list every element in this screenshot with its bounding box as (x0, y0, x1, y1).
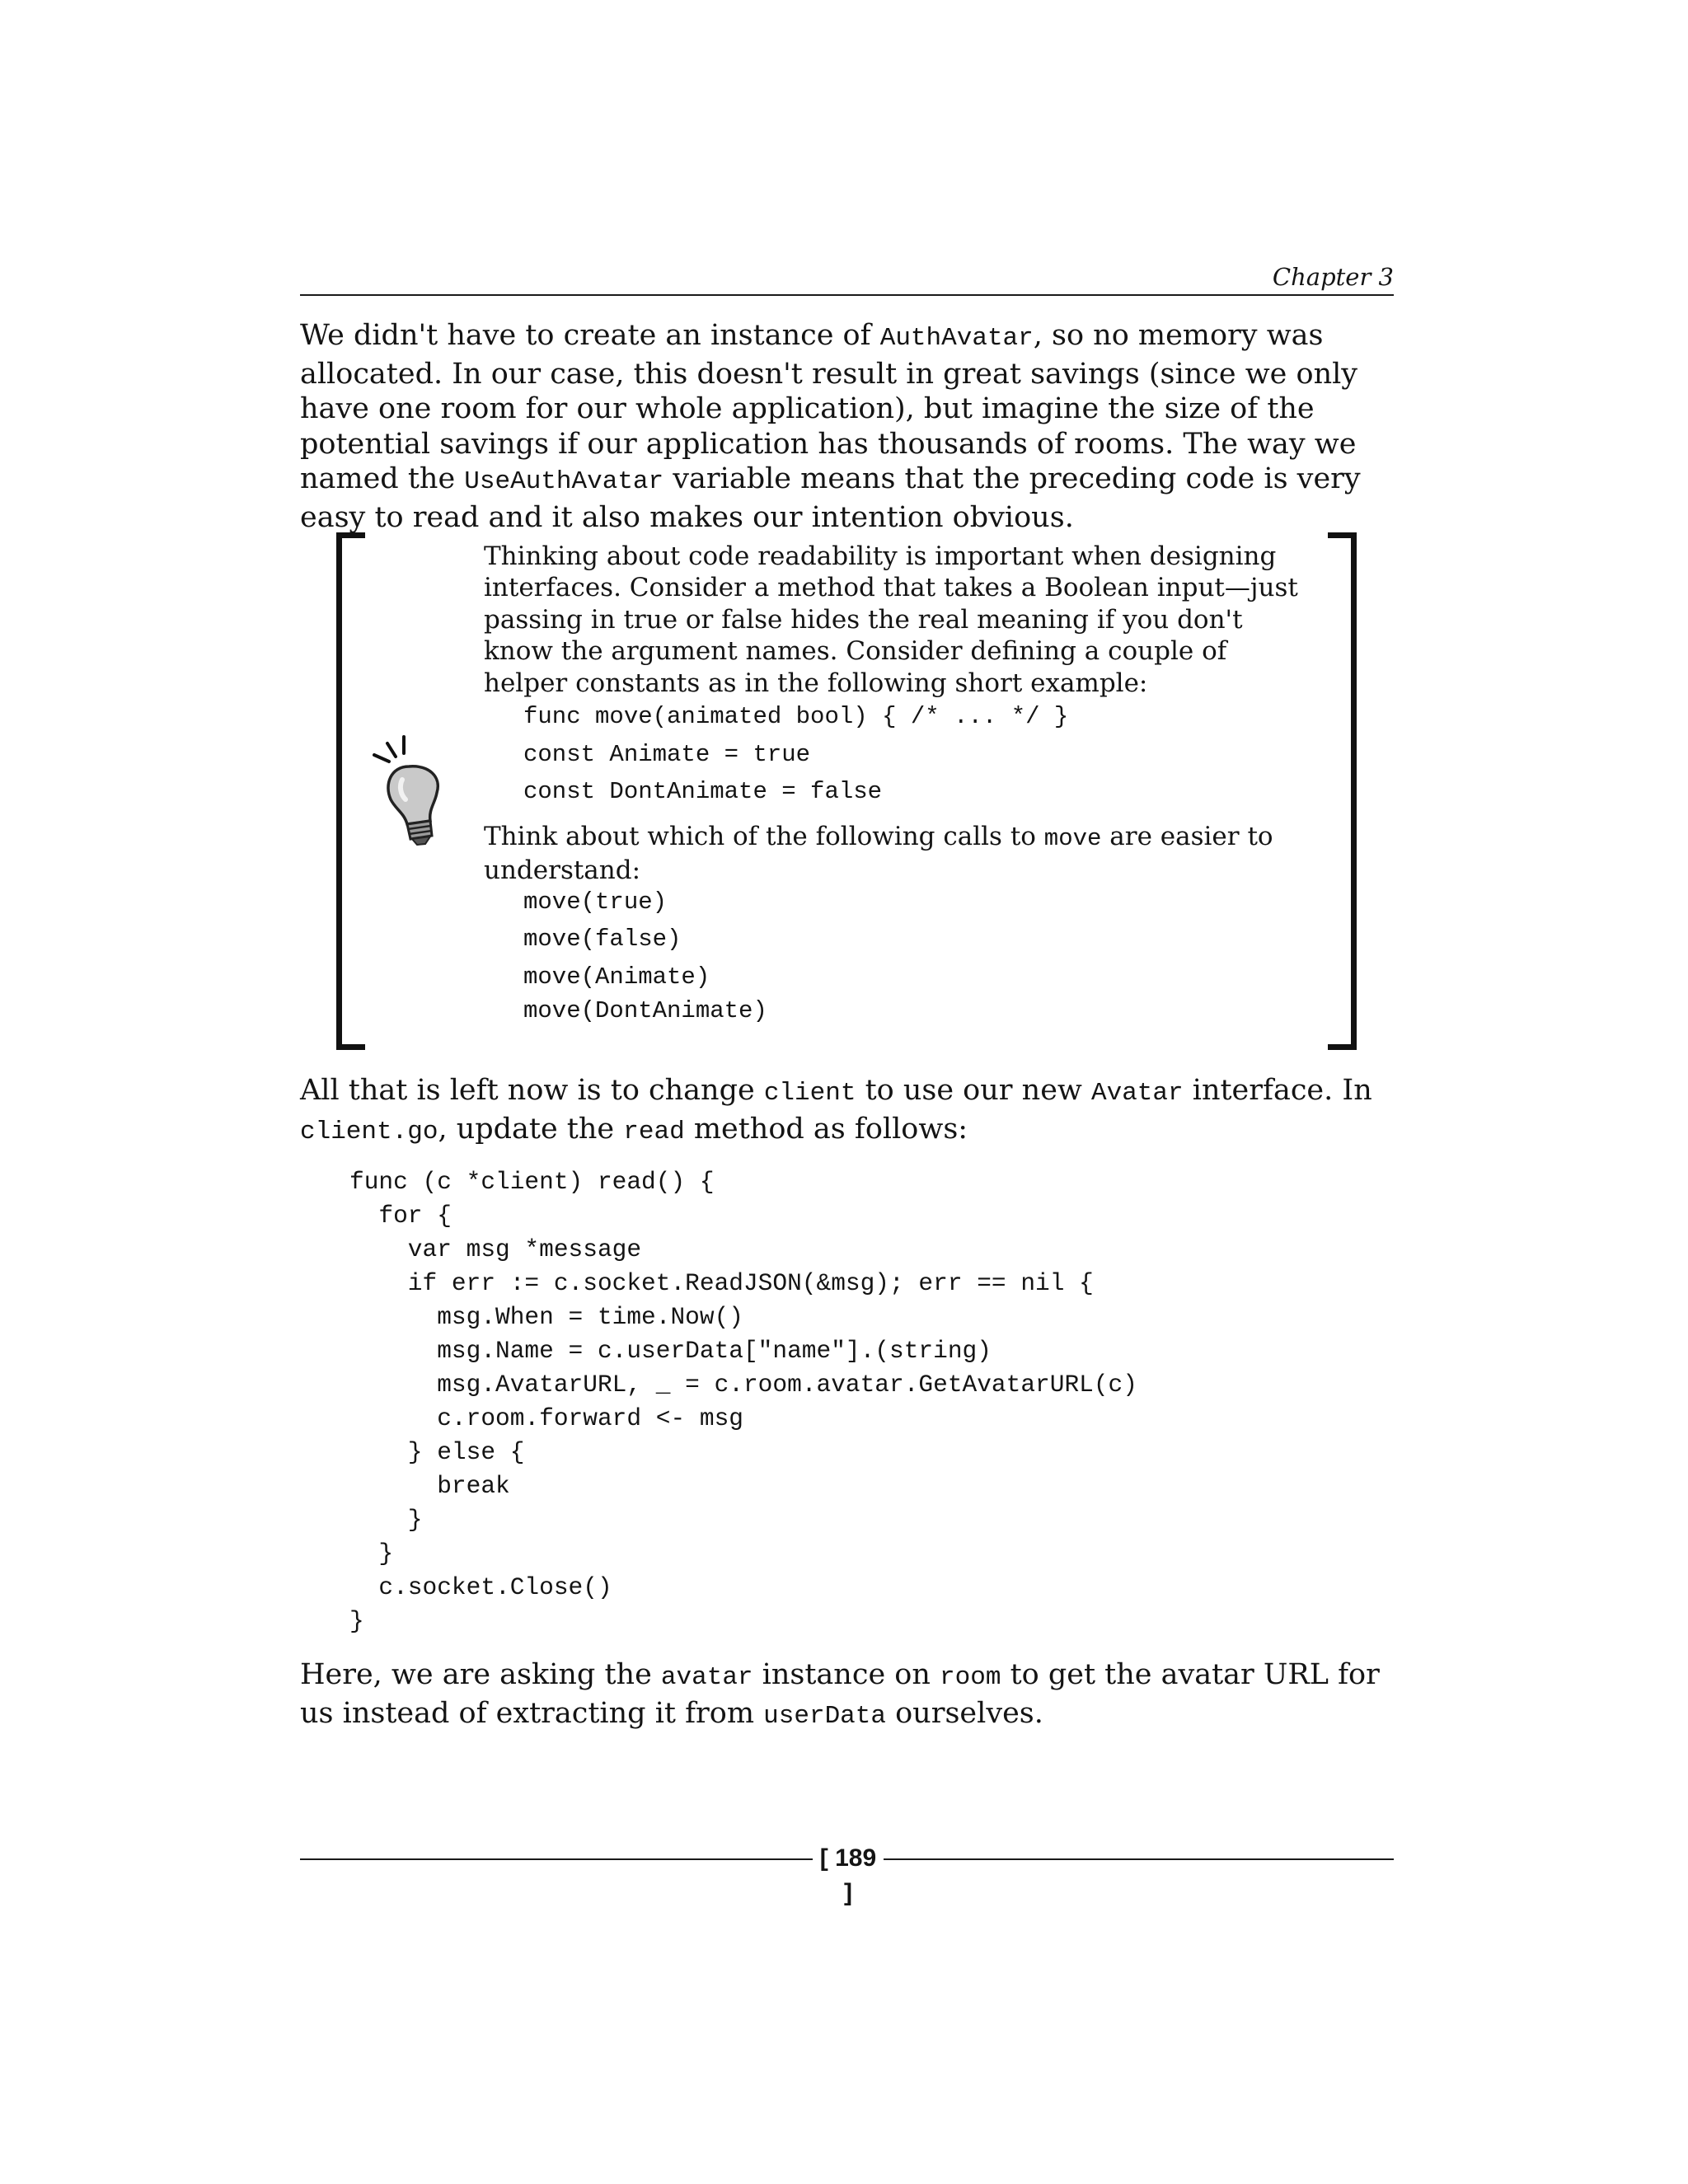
inline-code: userData (763, 1701, 886, 1731)
inline-code: Avatar (1091, 1079, 1184, 1108)
inline-code: client.go (300, 1117, 438, 1146)
text: Here, we are asking the (300, 1658, 661, 1691)
tip-code-line: move(DontAnimate) (523, 997, 767, 1024)
paragraph-auth-avatar (300, 318, 1394, 535)
tip-text: Thinking about code readability is important when designing interfaces. Consider a method that takes a Boolean input—just passing in true or false hides the real meaning if you don't know the argument names. Consider defining a couple of helper constants as in the following short example: (484, 541, 1298, 698)
text: variable means that the preceding code is very easy to read and it also makes our intention obvious. (300, 462, 1361, 534)
paragraph-client-update (300, 1073, 1394, 1150)
tip-code-line: move(false) (523, 926, 682, 953)
inline-code: read (623, 1117, 685, 1146)
footer-rule-left (300, 1858, 813, 1860)
text: , so no memory was allocated. In our case, this doesn't result in great savings (since we only have one room for our whole application), but imagine the size of the potential savings if our application has thousands of rooms. The way we named the (300, 319, 1358, 495)
tip-bracket-right (1328, 532, 1357, 1050)
tip-text (484, 821, 1308, 887)
inline-code: avatar (660, 1663, 753, 1692)
text: to get the avatar URL for us instead of extracting it from (300, 1658, 1380, 1730)
tip-code-line: move(Animate) (523, 963, 710, 991)
tip-bracket-left (336, 532, 365, 1050)
header-rule (300, 294, 1394, 296)
inline-code: client (763, 1079, 856, 1108)
inline-code: move (1043, 825, 1102, 852)
code-listing: func (c *client) read() { for { var msg *message if err := c.socket.ReadJSON(&msg); err == nil { msg.When = time.Now() msg.Name = c.userData["name"].(string) msg.AvatarURL, _ = c.room.avatar.GetAvatarURL(c) c.room.forward <- msg } else { break } } c.socket.Close() } (349, 1168, 1137, 1635)
text: We didn't have to create an instance of (300, 319, 880, 352)
inline-code: room (940, 1663, 1001, 1692)
tip-code-line: func move(animated bool) { /* ... */ } (523, 703, 1069, 730)
text: All that is left now is to change (300, 1074, 764, 1107)
text: , update the (438, 1112, 624, 1146)
text: ourselves. (885, 1696, 1043, 1730)
tip-code-line: const DontAnimate = false (523, 778, 883, 805)
text: are easier to understand: (484, 822, 1273, 886)
inline-code: AuthAvatar (879, 324, 1034, 353)
tip-code-line: const Animate = true (523, 741, 811, 768)
text: instance on (753, 1658, 940, 1691)
text: to use our new (856, 1074, 1091, 1107)
paragraph-avatar-explanation (300, 1657, 1394, 1734)
lightbulb-icon (371, 732, 462, 847)
chapter-label: Chapter 3 (1272, 263, 1394, 291)
text: Think about which of the following calls to (484, 822, 1044, 851)
tip-code-line: move(true) (523, 888, 668, 916)
inline-code: UseAuthAvatar (464, 467, 664, 496)
page-number: [ 189 ] (819, 1844, 877, 1906)
text: method as follows: (684, 1112, 968, 1146)
footer-rule-right (884, 1858, 1394, 1860)
text: interface. In (1183, 1074, 1372, 1107)
